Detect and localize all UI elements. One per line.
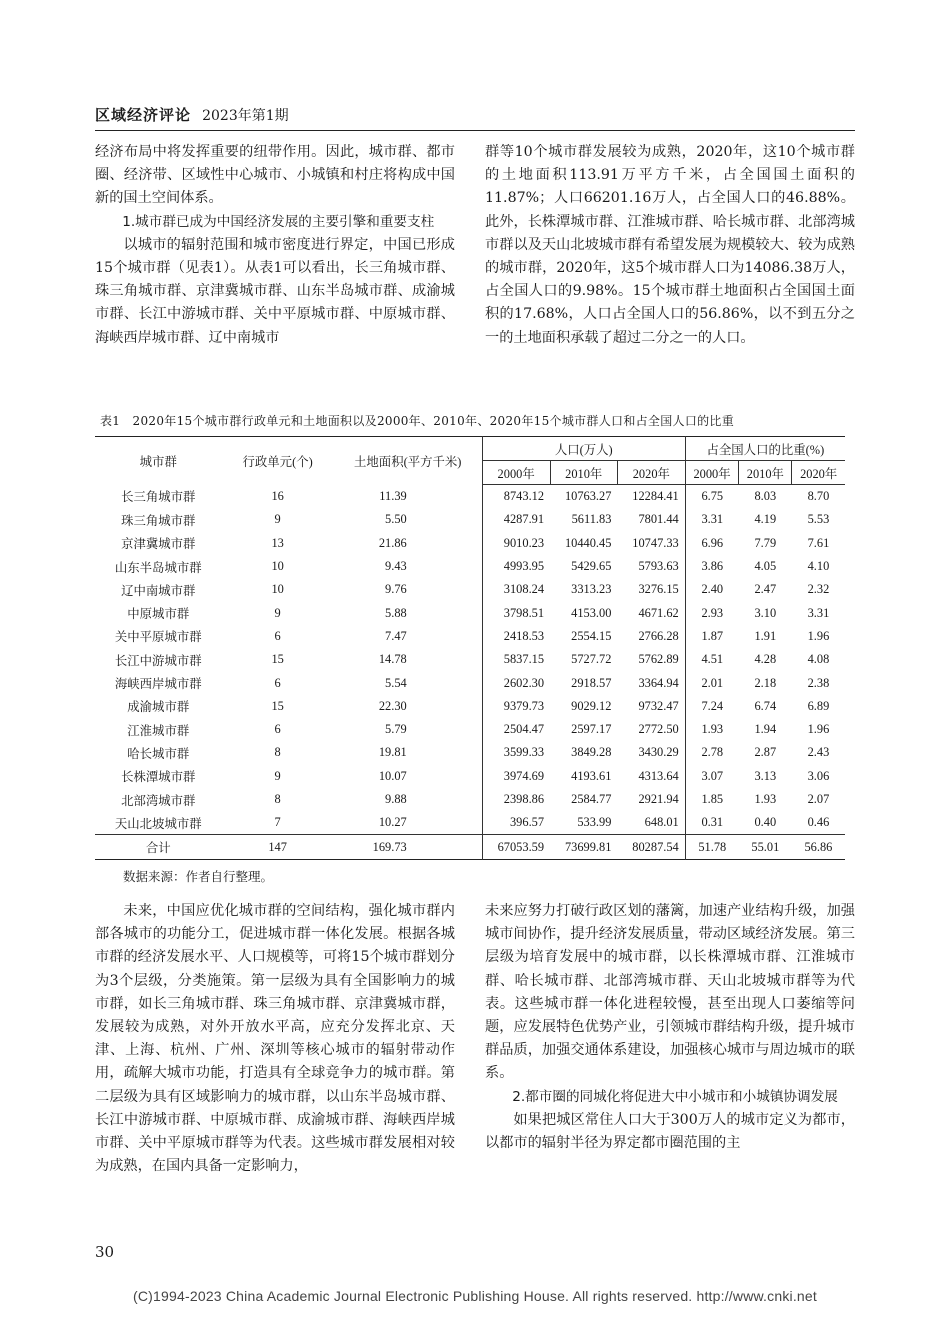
cell-share-2020: 7.61 bbox=[807, 535, 830, 550]
cell-units: 9 bbox=[274, 605, 281, 620]
cell-land: 22.30 bbox=[378, 698, 407, 713]
table-total-row bbox=[95, 835, 845, 859]
cell-pop-2020: 5762.89 bbox=[638, 652, 679, 667]
top-left-column bbox=[95, 141, 455, 350]
cell-units: 147 bbox=[222, 835, 334, 859]
running-header bbox=[95, 104, 855, 128]
table-row bbox=[95, 695, 845, 718]
cell-share-2010: 2.87 bbox=[754, 745, 777, 760]
cell-share-2000: 3.31 bbox=[685, 508, 739, 531]
cell-pop-2020: 3364.94 bbox=[638, 675, 679, 690]
cell-share-2010: 8.03 bbox=[754, 489, 777, 504]
cell-share-2000: 2.01 bbox=[685, 671, 739, 694]
table-row bbox=[95, 508, 845, 531]
cell-pop-2020: 3430.29 bbox=[638, 745, 679, 760]
cell-name: 天山北坡城市群 bbox=[114, 816, 202, 831]
table-row bbox=[95, 718, 845, 741]
cell-pop-2010: 2584.77 bbox=[571, 792, 612, 806]
table-row bbox=[95, 765, 845, 788]
cell-units: 15 bbox=[271, 652, 284, 667]
paragraph: 群等10个城市群发展较为成熟，2020年，这10个城市群的土地面积113.91万平方千米，占全国国土面积的11.87%；人口66201.16万人，占全国人口的46.88%。此外，长株潭城市群、江淮城市群、哈长城市群、北部湾城市群以及天山北坡城市群有希望发展为规模较大、较为成熟的城市群，2020年，这5个城市群人口为14086.38万人，占全国人口的9.98%。15个城市群土地面积占全国国土面积的17.68%，人口占全国人口的56.86%，以不到五分之一的土地面积承载了超过二分之一的人口。 bbox=[485, 144, 855, 346]
cell-share-2020: 2.32 bbox=[807, 582, 830, 597]
cell-units: 16 bbox=[271, 488, 284, 503]
col-header-share: 占全国人口的比重(%) bbox=[685, 437, 845, 461]
cell-land: 5.50 bbox=[385, 512, 407, 527]
cell-share-2010: 1.94 bbox=[754, 722, 777, 737]
cell-share-2020: 0.46 bbox=[807, 815, 830, 830]
cell-land: 10.07 bbox=[378, 768, 407, 783]
table-row bbox=[95, 532, 845, 555]
cell-share-2020: 1.96 bbox=[807, 628, 830, 643]
table-row bbox=[95, 811, 845, 835]
cell-share-2010: 1.91 bbox=[754, 628, 777, 643]
cell-name: 京津冀城市群 bbox=[121, 537, 196, 552]
paragraph: 以城市的辐射范围和城市密度进行界定，中国已形成15个城市群（见表1）。从表1可以看出，长三角城市群、珠三角城市群、京津冀城市群、山东半岛城市群、成渝城市群、长江中游城市群、关中平原城市群、中原城市群、海峡西岸城市群、辽中南城市 bbox=[95, 236, 455, 346]
cell-name: 辽中南城市群 bbox=[121, 583, 196, 598]
cell-units: 9 bbox=[274, 512, 281, 527]
cell-share-2010: 7.79 bbox=[754, 535, 777, 550]
cell-pop-2010: 2918.57 bbox=[571, 675, 612, 690]
col-header-units: 行政单元(个) bbox=[242, 454, 313, 469]
top-right-column bbox=[485, 141, 855, 350]
cell-land: 19.81 bbox=[378, 745, 407, 760]
cell-pop-2000: 8743.12 bbox=[482, 485, 550, 509]
cell-share-2020: 6.89 bbox=[807, 698, 830, 713]
cell-pop-2000: 2504.47 bbox=[482, 718, 550, 741]
cell-land: 7.47 bbox=[385, 628, 407, 643]
cell-pop-2020: 5793.63 bbox=[638, 559, 679, 574]
cell-units: 7 bbox=[274, 815, 281, 830]
cell-share-2010: 3.10 bbox=[754, 605, 777, 620]
cell-land: 9.76 bbox=[385, 582, 407, 597]
cell-share-2010: 2.47 bbox=[754, 582, 777, 597]
cell-share-2020: 3.31 bbox=[807, 605, 830, 620]
cell-pop-2000: 3599.33 bbox=[482, 741, 550, 764]
cell-share-2020: 3.06 bbox=[807, 768, 830, 783]
cell-land: 169.73 bbox=[334, 835, 482, 859]
cell-land: 14.78 bbox=[378, 652, 407, 667]
cell-pop-2020: 648.01 bbox=[644, 815, 679, 830]
col-header-share-2000: 2000年 bbox=[685, 461, 739, 485]
cell-share-2020: 4.10 bbox=[807, 559, 830, 574]
cell-units: 9 bbox=[274, 768, 281, 783]
cell-pop-2010: 533.99 bbox=[577, 815, 612, 830]
cell-pop-2000: 4993.95 bbox=[482, 555, 550, 578]
table-row bbox=[95, 788, 845, 811]
cell-share-2010: 0.40 bbox=[754, 815, 777, 830]
cell-share-2000: 2.78 bbox=[685, 741, 739, 764]
cell-share-2020: 2.38 bbox=[807, 675, 830, 690]
cell-name: 长株潭城市群 bbox=[121, 770, 196, 785]
table-row bbox=[95, 648, 845, 671]
cell-land: 9.88 bbox=[385, 792, 407, 806]
cell-name: 珠三角城市群 bbox=[121, 513, 196, 528]
cell-share-2010: 2.18 bbox=[754, 675, 777, 690]
cell-pop-2000: 67053.59 bbox=[482, 835, 550, 859]
cell-pop-2000: 4287.91 bbox=[482, 508, 550, 531]
cell-share-2000: 0.31 bbox=[685, 811, 739, 835]
cell-units: 8 bbox=[274, 792, 281, 806]
cell-pop-2020: 2921.94 bbox=[638, 792, 679, 806]
cell-share-2010: 55.01 bbox=[739, 835, 792, 859]
paragraph: 经济布局中将发挥重要的纽带作用。因此，城市群、都市圈、经济带、区域性中心城市、小城镇和村庄将构成中国新的国土空间体系。 bbox=[95, 144, 455, 207]
cell-pop-2000: 2418.53 bbox=[482, 625, 550, 648]
cell-pop-2010: 3313.23 bbox=[571, 582, 612, 597]
cell-share-2000: 2.40 bbox=[685, 578, 739, 601]
cell-share-2000: 3.86 bbox=[685, 555, 739, 578]
paragraph: 未来应努力打破行政区划的藩篱，加速产业结构升级，加强城市间协作，提升经济发展质量，带动区域经济发展。第三层级为培育发展中的城市群，以长株潭城市群、江淮城市群、哈长城市群、北部湾城市群、天山北坡城市群等为代表。这些城市群一体化进程较慢，甚至出现人口萎缩等问题，应发展特色优势产业，引领城市群结构升级，提升城市群品质，加强交通体系建设，加强核心城市与周边城市的联系。 bbox=[485, 903, 855, 1082]
cell-land: 9.43 bbox=[385, 559, 407, 574]
cell-pop-2000: 5837.15 bbox=[482, 648, 550, 671]
header-rule bbox=[95, 130, 855, 131]
cell-pop-2000: 3974.69 bbox=[482, 765, 550, 788]
cell-pop-2010: 3849.28 bbox=[571, 745, 612, 760]
cell-share-2020: 2.07 bbox=[807, 792, 830, 806]
table-caption: 表1 2020年15个城市群行政单元和土地面积以及2000年、2010年、2020年15个城市群人口和占全国人口的比重 bbox=[100, 414, 735, 428]
table-row bbox=[95, 555, 845, 578]
section-heading: 2.都市圈的同城化将促进大中小城市和小城镇协调发展 bbox=[512, 1088, 838, 1105]
cell-share-2000: 2.93 bbox=[685, 601, 739, 624]
cell-share-2000: 4.51 bbox=[685, 648, 739, 671]
cell-pop-2010: 10763.27 bbox=[564, 489, 612, 504]
col-header-pop-2000: 2000年 bbox=[482, 461, 550, 485]
cell-pop-2000: 3798.51 bbox=[482, 601, 550, 624]
paragraph: 未来，中国应优化城市群的空间结构，强化城市群内部各城市的功能分工，促进城市群一体化发展。根据各城市群的经济发展水平、人口规模等，可将15个城市群划分为3个层级，分类施策。第一层级为具有全国影响力的城市群，如长三角城市群、珠三角城市群、京津冀城市群，发展较为成熟，对外开放水平高，应充分发挥北京、天津、上海、杭州、广州、深圳等核心城市的辐射带动作用，疏解大城市功能，打造具有全球竞争力的城市群。第二层级为具有区域影响力的城市群，以山东半岛城市群、长江中游城市群、中原城市群、成渝城市群、海峡西岸城市群、关中平原城市群等为代表。这些城市群发展相对较为成熟，在国内具备一定影响力， bbox=[95, 903, 455, 1175]
cell-pop-2000: 9379.73 bbox=[482, 695, 550, 718]
cell-pop-2000: 396.57 bbox=[482, 811, 550, 835]
cell-units: 6 bbox=[274, 628, 281, 643]
cell-pop-2020: 2766.28 bbox=[638, 628, 679, 643]
cell-share-2010: 6.74 bbox=[754, 698, 777, 713]
journal-title: 区域经济评论 bbox=[95, 106, 192, 124]
cell-pop-2020: 12284.41 bbox=[632, 489, 679, 504]
cell-pop-2000: 3108.24 bbox=[482, 578, 550, 601]
cell-share-2010: 4.05 bbox=[754, 559, 777, 574]
cell-share-2020: 4.08 bbox=[807, 652, 830, 667]
table-row bbox=[95, 625, 845, 648]
cell-name: 成渝城市群 bbox=[127, 700, 190, 715]
cell-share-2020: 2.43 bbox=[807, 745, 830, 760]
table-row bbox=[95, 601, 845, 624]
cell-share-2010: 1.93 bbox=[754, 792, 777, 806]
cell-land: 5.79 bbox=[385, 722, 407, 737]
col-header-share-2010: 2010年 bbox=[739, 461, 792, 485]
cell-units: 6 bbox=[274, 722, 281, 737]
cell-share-2000: 1.85 bbox=[685, 788, 739, 811]
cell-pop-2000: 2398.86 bbox=[482, 788, 550, 811]
cell-name: 海峡西岸城市群 bbox=[114, 677, 202, 692]
cell-land: 21.86 bbox=[378, 535, 407, 550]
cell-share-2010: 4.19 bbox=[754, 512, 777, 527]
cell-land: 5.88 bbox=[385, 605, 407, 620]
cell-pop-2010: 5727.72 bbox=[571, 652, 612, 667]
table-source: 数据来源：作者自行整理。 bbox=[123, 869, 274, 884]
cell-pop-2020: 80287.54 bbox=[617, 835, 685, 859]
issue-label: 2023年第1期 bbox=[202, 108, 289, 124]
bottom-right-column bbox=[485, 900, 855, 1155]
cell-units: 10 bbox=[271, 582, 284, 597]
cell-pop-2010: 4153.00 bbox=[571, 605, 612, 620]
table-row bbox=[95, 578, 845, 601]
cell-pop-2020: 7801.44 bbox=[638, 512, 679, 527]
copyright-footer: (C)1994-2023 China Academic Journal Electronic Publishing House. All rights reserved. http://www.cnki.net bbox=[133, 1288, 817, 1304]
cell-name: 北部湾城市群 bbox=[121, 793, 196, 808]
table-row bbox=[95, 671, 845, 694]
cell-land: 5.54 bbox=[385, 675, 407, 690]
cell-share-2010: 3.13 bbox=[754, 768, 777, 783]
page-number: 30 bbox=[95, 1243, 115, 1261]
cell-land: 11.39 bbox=[379, 488, 407, 503]
cell-pop-2000: 2602.30 bbox=[482, 671, 550, 694]
cell-share-2000: 7.24 bbox=[685, 695, 739, 718]
table-row bbox=[95, 741, 845, 764]
cell-name: 山东半岛城市群 bbox=[114, 560, 202, 575]
cell-share-2020: 1.96 bbox=[807, 722, 830, 737]
cell-pop-2010: 5611.83 bbox=[571, 512, 612, 527]
cell-pop-2010: 5429.65 bbox=[571, 559, 612, 574]
city-cluster-table bbox=[95, 436, 845, 860]
cell-name: 哈长城市群 bbox=[127, 746, 190, 761]
cell-share-2000: 6.96 bbox=[685, 532, 739, 555]
cell-units: 10 bbox=[271, 559, 284, 574]
cell-share-2000: 1.87 bbox=[685, 625, 739, 648]
col-header-population: 人口(万人) bbox=[482, 437, 685, 461]
cell-name: 关中平原城市群 bbox=[114, 630, 202, 645]
cell-pop-2020: 4313.64 bbox=[638, 768, 679, 783]
cell-pop-2010: 9029.12 bbox=[571, 698, 612, 713]
cell-share-2020: 56.86 bbox=[792, 835, 845, 859]
cell-pop-2010: 4193.61 bbox=[571, 768, 612, 783]
col-header-pop-2020: 2020年 bbox=[617, 461, 685, 485]
cell-share-2000: 1.93 bbox=[685, 718, 739, 741]
cell-units: 13 bbox=[271, 535, 284, 550]
cell-pop-2010: 10440.45 bbox=[564, 535, 612, 550]
cell-name: 长三角城市群 bbox=[121, 490, 196, 505]
cell-share-2000: 3.07 bbox=[685, 765, 739, 788]
cell-name: 长江中游城市群 bbox=[114, 653, 202, 668]
cell-pop-2020: 3276.15 bbox=[638, 582, 679, 597]
paragraph: 如果把城区常住人口大于300万人的城市定义为都市，以都市的辐射半径为界定都市圈范围的主 bbox=[485, 1111, 855, 1152]
cell-share-2000: 51.78 bbox=[685, 835, 739, 859]
cell-share-2000: 6.75 bbox=[685, 485, 739, 509]
cell-units: 15 bbox=[271, 698, 284, 713]
cell-land: 10.27 bbox=[378, 815, 407, 830]
cell-pop-2020: 2772.50 bbox=[638, 722, 679, 737]
cell-pop-2020: 4671.62 bbox=[638, 605, 679, 620]
cell-share-2020: 5.53 bbox=[807, 512, 830, 527]
col-header-land: 土地面积(平方千米) bbox=[354, 454, 462, 469]
cell-units: 8 bbox=[274, 745, 281, 760]
cell-pop-2010: 2597.17 bbox=[571, 722, 612, 737]
section-heading: 1.城市群已成为中国经济发展的主要引擎和重要支柱 bbox=[122, 213, 435, 230]
col-header-share-2020: 2020年 bbox=[792, 461, 845, 485]
table-row bbox=[95, 485, 845, 509]
cell-name: 合计 bbox=[95, 835, 222, 859]
cell-units: 6 bbox=[274, 675, 281, 690]
cell-pop-2010: 2554.15 bbox=[571, 628, 612, 643]
cell-share-2020: 8.70 bbox=[807, 489, 830, 504]
cell-name: 江淮城市群 bbox=[127, 723, 190, 738]
bottom-left-column bbox=[95, 900, 455, 1178]
cell-pop-2010: 73699.81 bbox=[550, 835, 617, 859]
col-header-name: 城市群 bbox=[139, 454, 177, 469]
cell-share-2010: 4.28 bbox=[754, 652, 777, 667]
cell-pop-2020: 9732.47 bbox=[638, 698, 679, 713]
col-header-pop-2010: 2010年 bbox=[550, 461, 617, 485]
cell-name: 中原城市群 bbox=[127, 607, 190, 622]
cell-pop-2020: 10747.33 bbox=[632, 535, 679, 550]
cell-pop-2000: 9010.23 bbox=[482, 532, 550, 555]
